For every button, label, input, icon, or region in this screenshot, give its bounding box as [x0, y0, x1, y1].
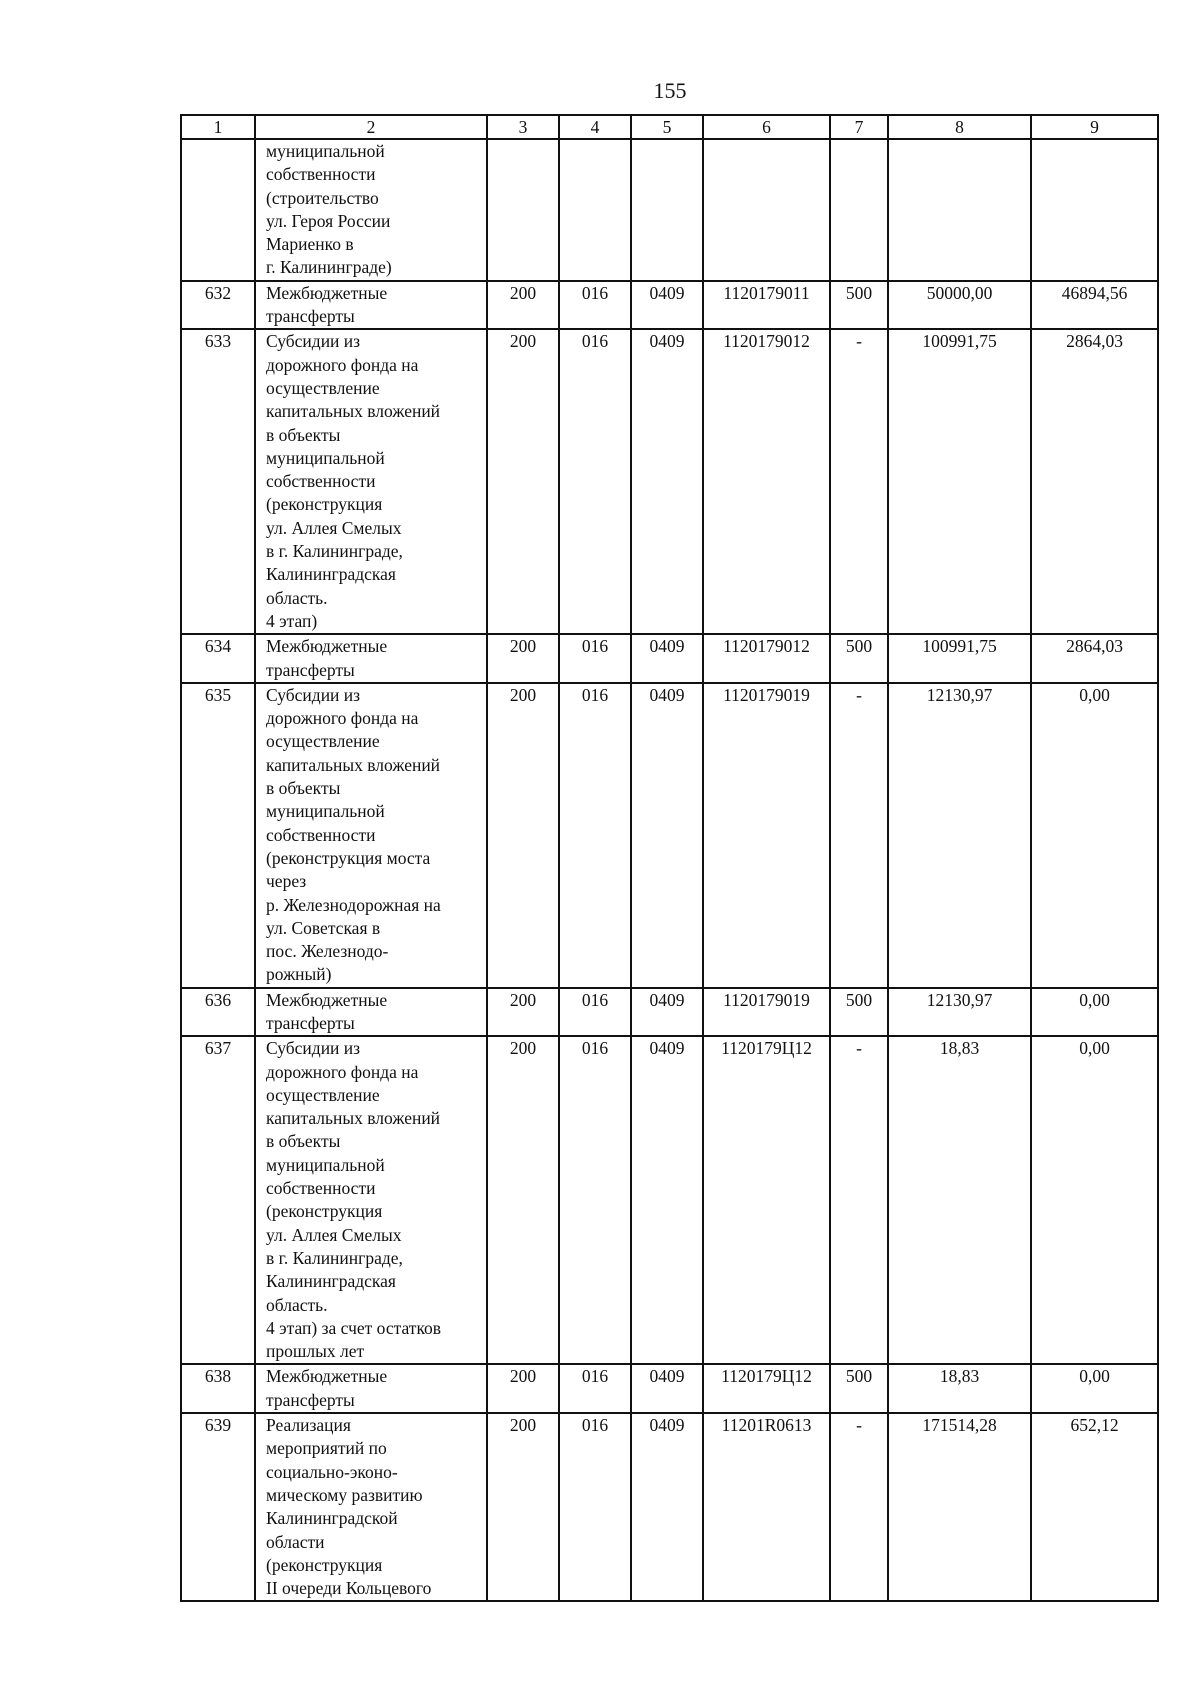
col-header-2: 2	[255, 115, 487, 139]
cell-col8: 12130,97	[888, 683, 1031, 988]
col-header-5: 5	[631, 115, 703, 139]
cell-col4: 016	[559, 1413, 631, 1601]
cell-col7: -	[830, 1413, 888, 1601]
cell-col9: 652,12	[1031, 1413, 1158, 1601]
cell-col6: 1120179019	[703, 683, 830, 988]
cell-col3	[487, 139, 559, 281]
cell-col3: 200	[487, 1364, 559, 1413]
col-header-8: 8	[888, 115, 1031, 139]
col-header-3: 3	[487, 115, 559, 139]
cell-col5: 0409	[631, 634, 703, 683]
cell-col4: 016	[559, 683, 631, 988]
table-row	[181, 1413, 1158, 1601]
table-row	[181, 988, 1158, 1037]
cell-col9: 0,00	[1031, 988, 1158, 1037]
cell-col8: 100991,75	[888, 329, 1031, 634]
row-number: 637	[181, 1036, 255, 1364]
cell-col3: 200	[487, 634, 559, 683]
row-number: 632	[181, 281, 255, 330]
cell-col7: 500	[830, 281, 888, 330]
col-header-4: 4	[559, 115, 631, 139]
cell-col6: 1120179012	[703, 329, 830, 634]
cell-col4: 016	[559, 1036, 631, 1364]
row-name: Субсидии из дорожного фонда на осуществление капитальных вложений в объекты муниципальной собственности (реконструкция моста через р. Железнодорожная на ул. Советская в пос. Железнодо- рожный)	[255, 683, 487, 988]
cell-col5: 0409	[631, 1364, 703, 1413]
table-row	[181, 329, 1158, 634]
cell-col9: 46894,56	[1031, 281, 1158, 330]
cell-col7: -	[830, 329, 888, 634]
cell-col5: 0409	[631, 281, 703, 330]
cell-col3: 200	[487, 1036, 559, 1364]
cell-col4	[559, 139, 631, 281]
cell-col6	[703, 139, 830, 281]
cell-col3: 200	[487, 281, 559, 330]
cell-col5	[631, 139, 703, 281]
col-header-9: 9	[1031, 115, 1158, 139]
cell-col3: 200	[487, 1413, 559, 1601]
cell-col4: 016	[559, 281, 631, 330]
cell-col4: 016	[559, 634, 631, 683]
cell-col6: 1120179Ц12	[703, 1364, 830, 1413]
row-number: 636	[181, 988, 255, 1037]
table-row	[181, 139, 1158, 281]
row-name: Межбюджетные трансферты	[255, 281, 487, 330]
row-name: муниципальной собственности (строительство ул. Героя России Мариенко в г. Калининграде)	[255, 139, 487, 281]
table-row	[181, 281, 1158, 330]
cell-col5: 0409	[631, 988, 703, 1037]
col-header-7: 7	[830, 115, 888, 139]
cell-col5: 0409	[631, 1036, 703, 1364]
cell-col4: 016	[559, 329, 631, 634]
header-row	[181, 115, 1158, 139]
table-row	[181, 1036, 1158, 1364]
cell-col8: 171514,28	[888, 1413, 1031, 1601]
cell-col5: 0409	[631, 1413, 703, 1601]
cell-col5: 0409	[631, 329, 703, 634]
row-name: Межбюджетные трансферты	[255, 634, 487, 683]
cell-col9: 2864,03	[1031, 634, 1158, 683]
cell-col7: 500	[830, 634, 888, 683]
cell-col7: 500	[830, 1364, 888, 1413]
cell-col6: 1120179012	[703, 634, 830, 683]
cell-col7	[830, 139, 888, 281]
cell-col8: 50000,00	[888, 281, 1031, 330]
cell-col7: 500	[830, 988, 888, 1037]
row-number: 633	[181, 329, 255, 634]
cell-col3: 200	[487, 329, 559, 634]
table-row	[181, 634, 1158, 683]
cell-col4: 016	[559, 1364, 631, 1413]
cell-col8: 100991,75	[888, 634, 1031, 683]
cell-col7: -	[830, 683, 888, 988]
cell-col9	[1031, 139, 1158, 281]
cell-col9: 2864,03	[1031, 329, 1158, 634]
cell-col4: 016	[559, 988, 631, 1037]
cell-col7: -	[830, 1036, 888, 1364]
row-name: Субсидии из дорожного фонда на осуществление капитальных вложений в объекты муниципальной собственности (реконструкция ул. Аллея Смелых в г. Калининграде, Калининградская область. 4 этап) за счет остатков прошлых лет	[255, 1036, 487, 1364]
row-name: Межбюджетные трансферты	[255, 988, 487, 1037]
cell-col6: 1120179019	[703, 988, 830, 1037]
col-header-6: 6	[703, 115, 830, 139]
cell-col8: 18,83	[888, 1364, 1031, 1413]
cell-col3: 200	[487, 683, 559, 988]
row-name: Реализация мероприятий по социально-эконо- мическому развитию Калининградской области (реконструкция II очереди Кольцевого	[255, 1413, 487, 1601]
row-number: 635	[181, 683, 255, 988]
cell-col8: 12130,97	[888, 988, 1031, 1037]
row-number	[181, 139, 255, 281]
cell-col9: 0,00	[1031, 1364, 1158, 1413]
row-number: 639	[181, 1413, 255, 1601]
cell-col6: 1120179011	[703, 281, 830, 330]
cell-col9: 0,00	[1031, 1036, 1158, 1364]
row-name: Межбюджетные трансферты	[255, 1364, 487, 1413]
table-row	[181, 1364, 1158, 1413]
cell-col6: 1120179Ц12	[703, 1036, 830, 1364]
cell-col6: 11201R0613	[703, 1413, 830, 1601]
cell-col8	[888, 139, 1031, 281]
row-number: 638	[181, 1364, 255, 1413]
budget-table	[180, 114, 1159, 1602]
cell-col5: 0409	[631, 683, 703, 988]
col-header-1: 1	[181, 115, 255, 139]
cell-col3: 200	[487, 988, 559, 1037]
page-number: 155	[653, 78, 687, 103]
table-row	[181, 683, 1158, 988]
cell-col9: 0,00	[1031, 683, 1158, 988]
row-name: Субсидии из дорожного фонда на осуществление капитальных вложений в объекты муниципальной собственности (реконструкция ул. Аллея Смелых в г. Калининграде, Калининградская область. 4 этап)	[255, 329, 487, 634]
row-number: 634	[181, 634, 255, 683]
cell-col8: 18,83	[888, 1036, 1031, 1364]
